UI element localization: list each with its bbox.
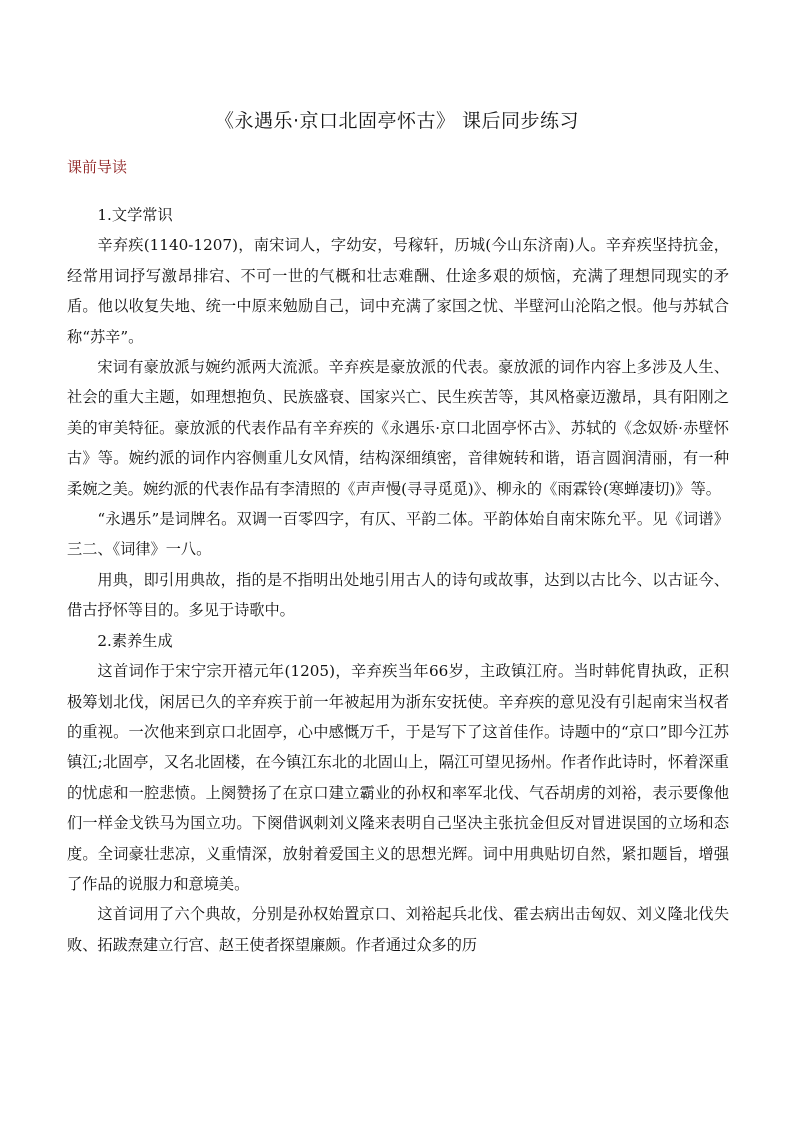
paragraph-author-bio: 辛弃疾(1140-1207)，南宋词人，字幼安，号稼轩，历城(今山东济南)人。辛弃疾坚持抗金，经常用词抒写激昂排宕、不可一世的气概和壮志难酬、仕途多艰的烦恼，充满了理想同现实的矛盾。他以收复失地、统一中原来勉励自己，词中充满了家国之忧、半壁河山沦陷之恨。他与苏轼合称“苏辛”。 bbox=[67, 236, 729, 346]
document-title: 《永遇乐·京口北固亭怀古》 课后同步练习 bbox=[214, 110, 580, 132]
paragraph-six-allusions: 这首词用了六个典故，分别是孙权始置京口、刘裕起兵北伐、霍去病出击匈奴、刘义隆北伐失败、拓跋焘建立行宫、赵王使者探望廉颇。作者通过众多的历 bbox=[67, 905, 729, 954]
paragraph-background: 这首词作于宋宁宗开禧元年(1205)，辛弃疾当年66岁，主政镇江府。当时韩侂胄执政，正积极筹划北伐，闲居已久的辛弃疾于前一年被起用为浙东安抚使。辛弃疾的意见没有引起南宋当权者的重视。一次他来到京口北固亭，心中感慨万千，于是写下了这首佳作。诗题中的“京口”即今江苏镇江;北固亭，又名北固楼，在今镇江东北的北固山上，隔江可望见扬州。作者作此诗时，怀着深重的忧虑和一腔悲愤。上阕赞扬了在京口建立霸业的孙权和率军北伐、气吞胡虏的刘裕，表示要像他们一样金戈铁马为国立功。下阕借讽刺刘义隆来表明自己坚决主张抗金但反对冒进误国的立场和态度。全词豪壮悲凉，义重情深，放射着爱国主义的思想光辉。词中用典贴切自然，紧扣题旨，增强了作品的说服力和意境美。 bbox=[67, 662, 729, 893]
subheading-literacy: 2.素养生成 bbox=[97, 631, 173, 650]
paragraph-allusion: 用典，即引用典故，指的是不指明出处地引用古人的诗句或故事，达到以古比今、以古证今、借古抒怀等目的。多见于诗歌中。 bbox=[67, 570, 729, 620]
document-body bbox=[67, 200, 729, 960]
paragraph-cipai: “永遇乐”是词牌名。双调一百零四字，有仄、平韵二体。平韵体始自南宋陈允平。见《词谱》三二、《词律》一八。 bbox=[67, 510, 729, 559]
section-heading: 课前导读 bbox=[67, 158, 128, 176]
paragraph-ci-schools: 宋词有豪放派与婉约派两大流派。辛弃疾是豪放派的代表。豪放派的词作内容上多涉及人生、社会的重大主题，如理想抱负、民族盛衰、国家兴亡、民生疾苦等，其风格豪迈激昂，具有阳刚之美的审美特征。豪放派的代表作品有辛弃疾的《永遇乐·京口北固亭怀古》、苏轼的《念奴娇·赤壁怀古》等。婉约派的词作内容侧重儿女风情，结构深细缜密，音律婉转和谐，语言圆润清丽，有一种柔婉之美。婉约派的代表作品有李清照的《声声慢(寻寻觅觅)》、柳永的《雨霖铃(寒蝉凄切)》等。 bbox=[67, 358, 729, 498]
subheading-literary-knowledge: 1.文学常识 bbox=[97, 206, 173, 224]
